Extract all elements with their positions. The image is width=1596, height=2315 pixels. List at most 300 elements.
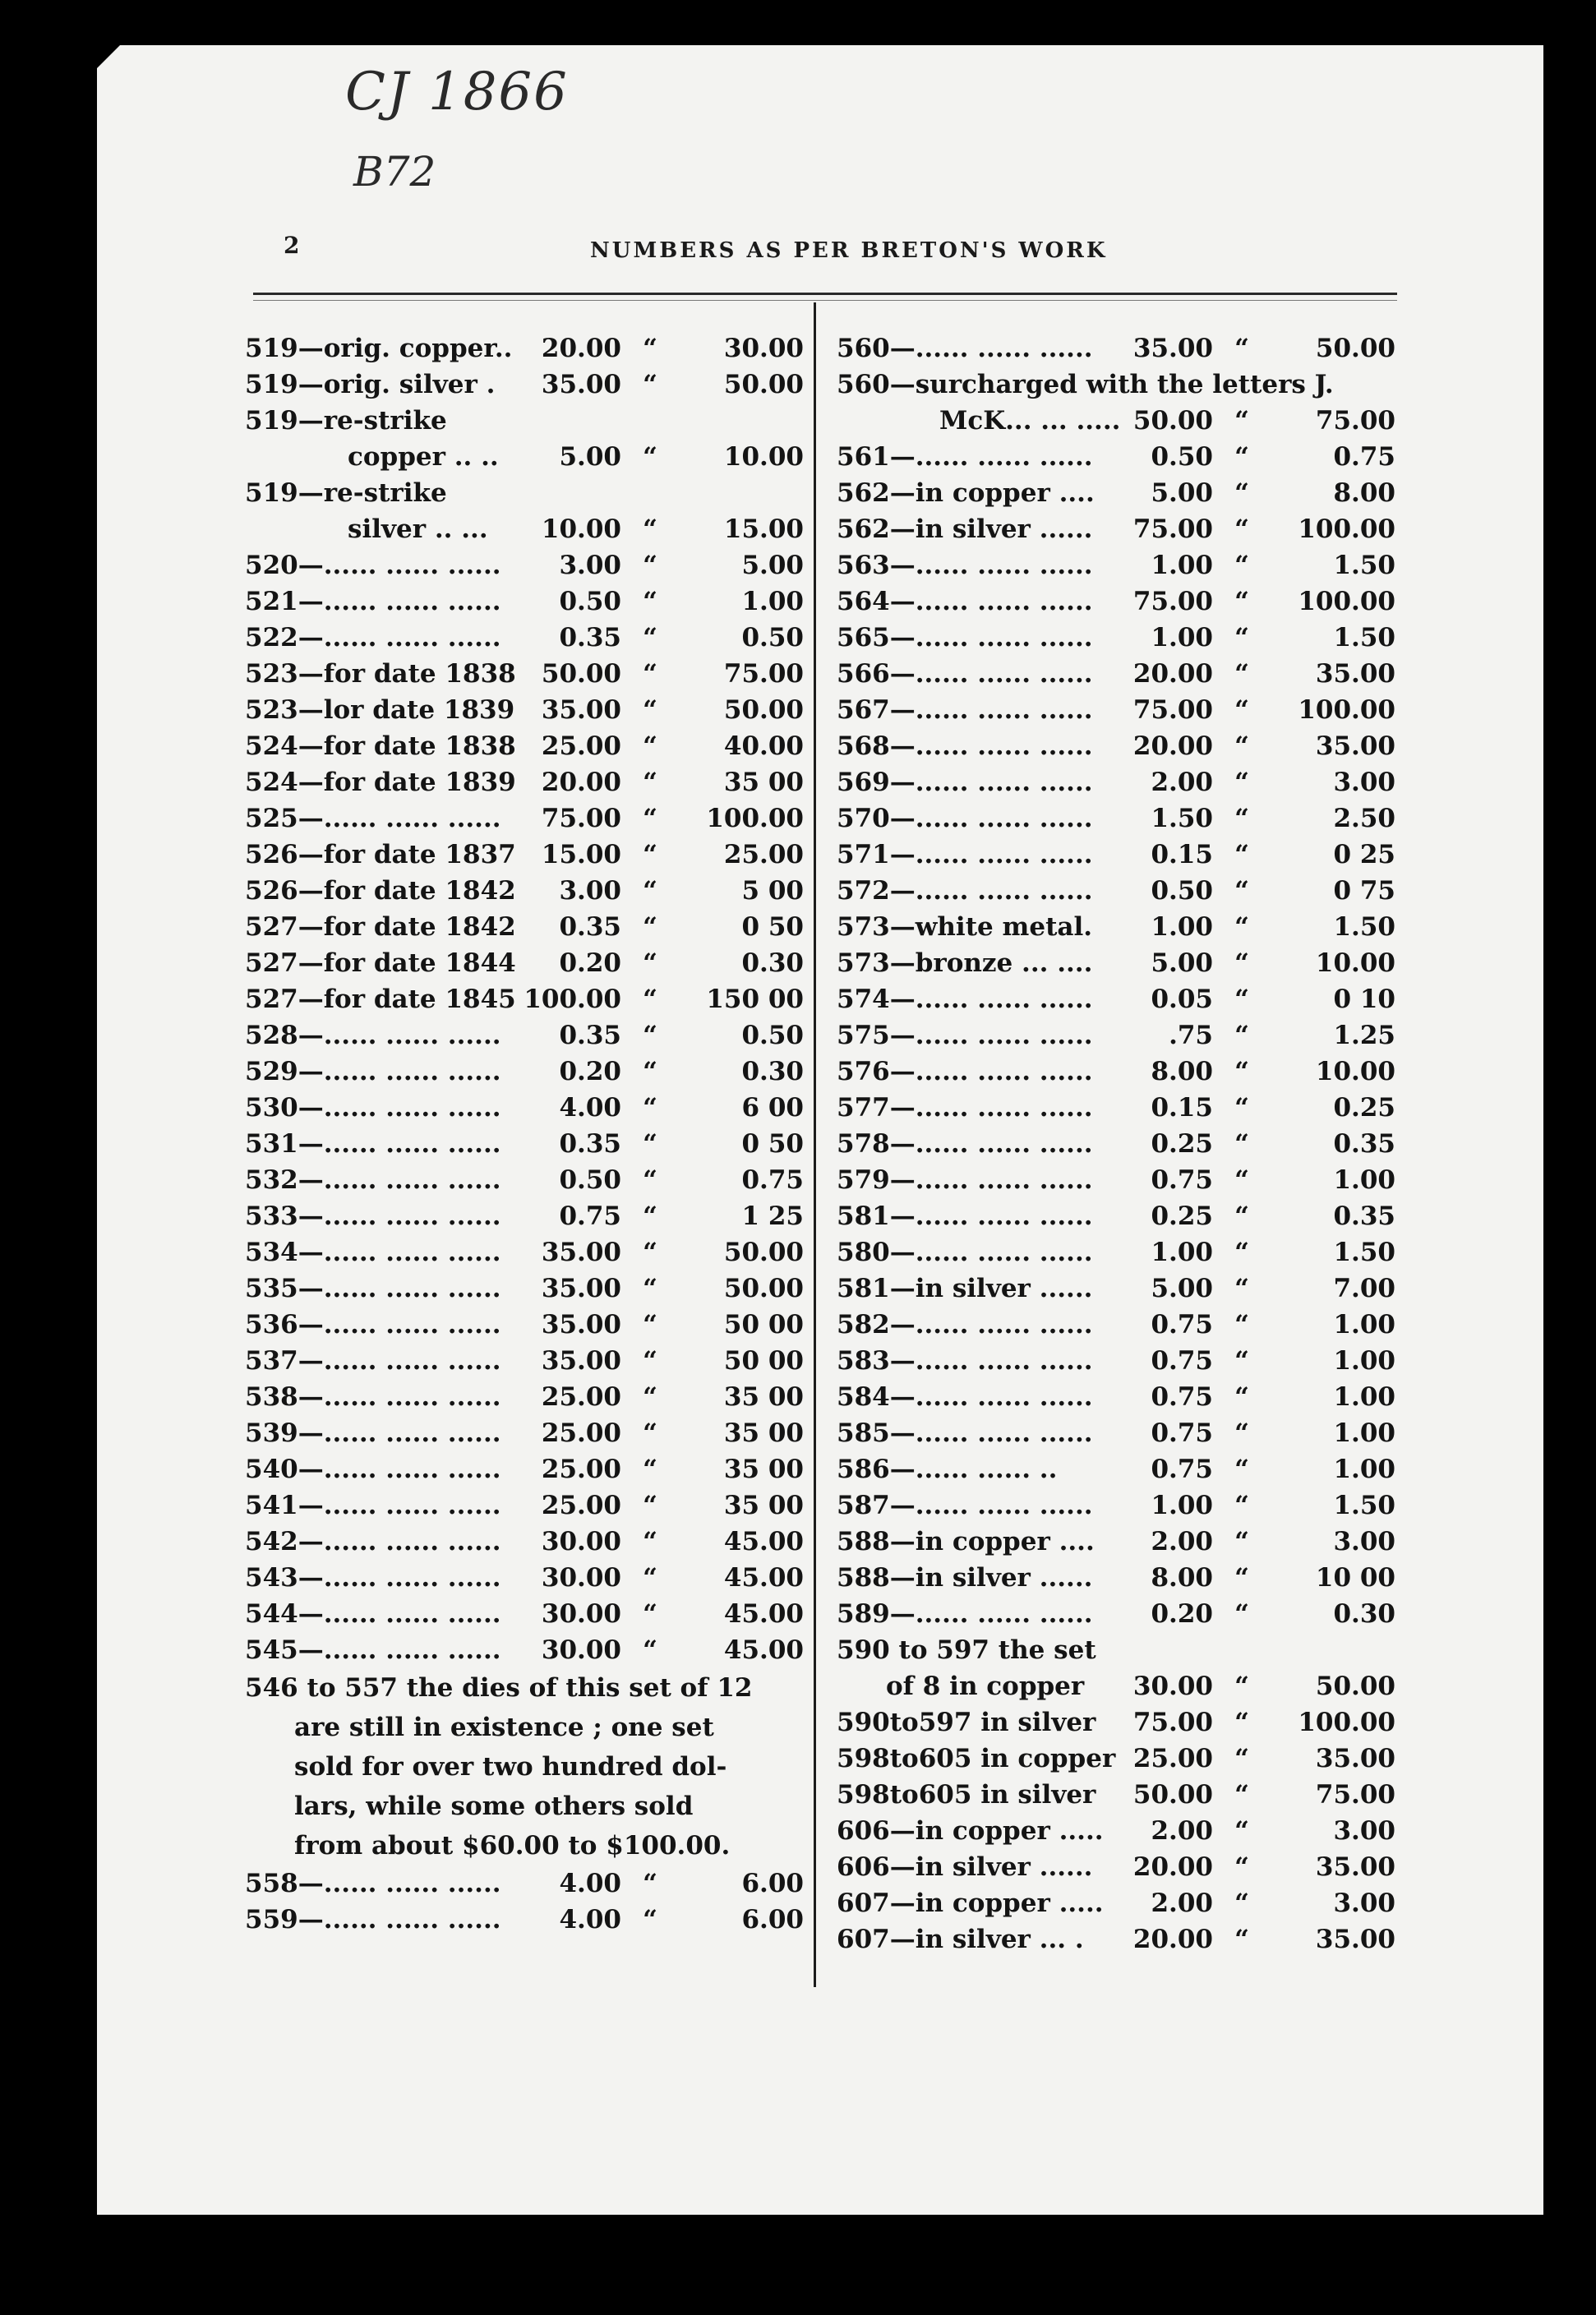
entry-label: 519—re-strike — [245, 406, 447, 436]
price-row — [245, 800, 812, 837]
low-price: 0.50 — [559, 587, 621, 616]
price-row — [245, 1632, 812, 1668]
low-price: 75.00 — [1132, 587, 1213, 616]
ditto-mark: “ — [643, 804, 657, 833]
ditto-mark: “ — [1234, 1021, 1249, 1050]
entry-label: 580—...... ...... ...... — [837, 1238, 1093, 1267]
low-price: 5.00 — [559, 442, 621, 472]
entry-label: 577—...... ...... ...... — [837, 1093, 1093, 1123]
low-price: 0.20 — [559, 1057, 621, 1086]
high-price: 1 25 — [741, 1201, 804, 1231]
price-row — [245, 439, 812, 475]
ditto-mark: “ — [1234, 1527, 1249, 1556]
high-price: 1.50 — [1333, 551, 1395, 580]
low-price: 2.00 — [1151, 1816, 1213, 1846]
entry-label: of 8 in copper — [886, 1672, 1085, 1701]
low-price: 0.75 — [1151, 1382, 1213, 1412]
ditto-mark: “ — [1234, 1165, 1249, 1195]
ditto-mark: “ — [1234, 1925, 1249, 1954]
high-price: 35 00 — [723, 1418, 804, 1448]
price-row — [837, 1090, 1404, 1126]
entry-label: 531—...... ...... ...... — [245, 1129, 501, 1159]
price-row — [837, 403, 1404, 439]
low-price: 0.15 — [1151, 840, 1213, 869]
ditto-mark: “ — [643, 1563, 657, 1593]
high-price: 0 50 — [741, 912, 804, 942]
low-price: 0.35 — [559, 1021, 621, 1050]
low-price: 35.00 — [1132, 334, 1213, 363]
ditto-mark: “ — [643, 1635, 657, 1665]
entry-label: 540—...... ...... ...... — [245, 1455, 501, 1484]
ditto-mark: “ — [643, 695, 657, 725]
low-price: 5.00 — [1151, 1274, 1213, 1303]
price-row — [245, 1054, 812, 1090]
ditto-mark: “ — [1234, 1780, 1249, 1810]
high-price: 1.00 — [1333, 1310, 1395, 1340]
ditto-mark: “ — [1234, 1563, 1249, 1593]
ditto-mark: “ — [1234, 514, 1249, 544]
ditto-mark: “ — [1234, 1057, 1249, 1086]
ditto-mark: “ — [643, 1491, 657, 1520]
entry-label: 576—...... ...... ...... — [837, 1057, 1093, 1086]
low-price: 25.00 — [541, 1455, 621, 1484]
entry-label: 606—in copper ..... — [837, 1816, 1104, 1846]
low-price: 20.00 — [1132, 731, 1213, 761]
running-head: NUMBERS AS PER BRETON'S WORK — [590, 238, 1108, 263]
entry-label: 560—...... ...... ...... — [837, 334, 1093, 363]
entry-label: 525—...... ...... ...... — [245, 804, 501, 833]
high-price: 5 00 — [741, 876, 804, 906]
entry-label: 520—...... ...... ...... — [245, 551, 501, 580]
low-price: 1.00 — [1151, 551, 1213, 580]
entry-label: 532—...... ...... ...... — [245, 1165, 501, 1195]
price-row — [837, 1270, 1404, 1307]
entry-label: 562—in silver ...... — [837, 514, 1093, 544]
page-corner-fold — [97, 45, 120, 68]
entry-label: copper .. .. — [348, 442, 499, 472]
ditto-mark: “ — [1234, 1455, 1249, 1484]
low-price: 0.05 — [1151, 985, 1213, 1014]
note-line: are still in existence ; one set — [294, 1713, 714, 1742]
price-row — [245, 1307, 812, 1343]
ditto-mark: “ — [643, 1455, 657, 1484]
low-price: 4.00 — [559, 1093, 621, 1123]
high-price: 50.00 — [723, 370, 804, 399]
low-price: 20.00 — [1132, 1925, 1213, 1954]
entry-label: 598to605 in copper — [837, 1744, 1116, 1773]
ditto-mark: “ — [1234, 1418, 1249, 1448]
price-row — [245, 764, 812, 800]
price-row — [245, 873, 812, 909]
high-price: 6.00 — [741, 1869, 804, 1898]
low-price: 0.15 — [1151, 1093, 1213, 1123]
price-row — [245, 1126, 812, 1162]
ditto-mark: “ — [1234, 1238, 1249, 1267]
low-price: 0.35 — [559, 623, 621, 653]
high-price: 35 00 — [723, 768, 804, 797]
entry-label: 563—...... ...... ...... — [837, 551, 1093, 580]
price-row — [245, 1902, 812, 1938]
low-price: 20.00 — [1132, 1852, 1213, 1882]
high-price: 35 00 — [723, 1455, 804, 1484]
price-row — [837, 439, 1404, 475]
high-price: 30.00 — [723, 334, 804, 363]
low-price: 75.00 — [1132, 514, 1213, 544]
high-price: 1.50 — [1333, 912, 1395, 942]
price-row — [245, 403, 812, 439]
high-price: 0.75 — [741, 1165, 804, 1195]
entry-label: 574—...... ...... ...... — [837, 985, 1093, 1014]
ditto-mark: “ — [1234, 1491, 1249, 1520]
entry-label: 587—...... ...... ...... — [837, 1491, 1093, 1520]
price-row — [245, 1865, 812, 1902]
note-line: 546 to 557 the dies of this set of 12 — [245, 1673, 753, 1703]
entry-label: 569—...... ...... ...... — [837, 768, 1093, 797]
entry-label: 535—...... ...... ...... — [245, 1274, 501, 1303]
price-row — [837, 1054, 1404, 1090]
price-row — [837, 692, 1404, 728]
entry-label: 590to597 in silver — [837, 1708, 1096, 1737]
ditto-mark: “ — [643, 1527, 657, 1556]
ditto-mark: “ — [1234, 442, 1249, 472]
low-price: 35.00 — [541, 1346, 621, 1376]
entry-label: 589—...... ...... ...... — [837, 1599, 1093, 1629]
high-price: 45.00 — [723, 1563, 804, 1593]
price-row — [837, 1921, 1404, 1958]
low-price: 1.50 — [1151, 804, 1213, 833]
low-price: 0.50 — [1151, 876, 1213, 906]
low-price: 25.00 — [541, 1418, 621, 1448]
price-row — [245, 656, 812, 692]
ditto-mark: “ — [643, 1905, 657, 1935]
price-row — [837, 475, 1404, 511]
price-row — [245, 1415, 812, 1451]
entry-label: 598to605 in silver — [837, 1780, 1096, 1810]
ditto-mark: “ — [1234, 478, 1249, 508]
high-price: 50.00 — [1315, 334, 1395, 363]
entry-label: 579—...... ...... ...... — [837, 1165, 1093, 1195]
entry-label: 521—...... ...... ...... — [245, 587, 501, 616]
ditto-mark: “ — [1234, 948, 1249, 978]
low-price: 30.00 — [541, 1527, 621, 1556]
high-price: 0.50 — [741, 623, 804, 653]
low-price: 8.00 — [1151, 1563, 1213, 1593]
entry-heading: 560—surcharged with the letters J. — [837, 370, 1334, 399]
low-price: 50.00 — [1132, 1780, 1213, 1810]
high-price: 1.00 — [741, 587, 804, 616]
entry-label: 542—...... ...... ...... — [245, 1527, 501, 1556]
ditto-mark: “ — [643, 1310, 657, 1340]
low-price: 75.00 — [1132, 1708, 1213, 1737]
dies-note — [245, 1668, 812, 1865]
entry-label: 565—...... ...... ...... — [837, 623, 1093, 653]
high-price: 7.00 — [1333, 1274, 1395, 1303]
ditto-mark: “ — [643, 1201, 657, 1231]
entry-label: 566—...... ...... ...... — [837, 659, 1093, 689]
low-price: 0.75 — [559, 1201, 621, 1231]
high-price: 75.00 — [1315, 1780, 1395, 1810]
price-row — [837, 837, 1404, 873]
high-price: 25.00 — [723, 840, 804, 869]
ditto-mark: “ — [1234, 659, 1249, 689]
low-price: 30.00 — [541, 1563, 621, 1593]
price-row — [837, 1126, 1404, 1162]
high-price: 50.00 — [723, 1238, 804, 1267]
entry-label: 537—...... ...... ...... — [245, 1346, 501, 1376]
price-row — [837, 1343, 1404, 1379]
price-row — [837, 1307, 1404, 1343]
low-price: 50.00 — [1132, 406, 1213, 436]
low-price: 3.00 — [559, 876, 621, 906]
ditto-mark: “ — [1234, 804, 1249, 833]
high-price: 150 00 — [706, 985, 804, 1014]
high-price: 35 00 — [723, 1382, 804, 1412]
entry-label: 567—...... ...... ...... — [837, 695, 1093, 725]
handwritten-shelf-mark: B72 — [353, 148, 436, 196]
low-price: 1.00 — [1151, 912, 1213, 942]
ditto-mark: “ — [1234, 1382, 1249, 1412]
high-price: 0 75 — [1333, 876, 1395, 906]
entry-label: 541—...... ...... ...... — [245, 1491, 501, 1520]
entry-label: 538—...... ...... ...... — [245, 1382, 501, 1412]
high-price: 100.00 — [1298, 1708, 1395, 1737]
entry-label: 583—...... ...... ...... — [837, 1346, 1093, 1376]
high-price: 5.00 — [741, 551, 804, 580]
price-row — [245, 692, 812, 728]
entry-label: 585—...... ...... ...... — [837, 1418, 1093, 1448]
ditto-mark: “ — [643, 659, 657, 689]
price-row — [837, 1813, 1404, 1849]
right-price-list — [837, 330, 1404, 1958]
ditto-mark: “ — [643, 1599, 657, 1629]
high-price: 1.00 — [1333, 1418, 1395, 1448]
low-price: 30.00 — [541, 1635, 621, 1665]
price-row — [837, 620, 1404, 656]
ditto-mark: “ — [643, 623, 657, 653]
high-price: 35 00 — [723, 1491, 804, 1520]
high-price: 1.00 — [1333, 1455, 1395, 1484]
price-row — [245, 1090, 812, 1126]
note-line: lars, while some others sold — [294, 1792, 694, 1821]
ditto-mark: “ — [643, 551, 657, 580]
high-price: 50.00 — [1315, 1672, 1395, 1701]
entry-label: 586—...... ...... .. — [837, 1455, 1058, 1484]
high-price: 15.00 — [723, 514, 804, 544]
entry-label: 570—...... ...... ...... — [837, 804, 1093, 833]
price-row — [245, 511, 812, 547]
price-row — [837, 1162, 1404, 1198]
ditto-mark: “ — [1234, 1310, 1249, 1340]
entry-label: 524—for date 1838 — [245, 731, 516, 761]
low-price: 0.20 — [559, 948, 621, 978]
price-row — [245, 330, 812, 367]
low-price: 20.00 — [541, 768, 621, 797]
ditto-mark: “ — [643, 1021, 657, 1050]
entry-label: 524—for date 1839 — [245, 768, 516, 797]
low-price: 75.00 — [541, 804, 621, 833]
price-row — [245, 1487, 812, 1524]
low-price: 4.00 — [559, 1905, 621, 1935]
price-row — [837, 1451, 1404, 1487]
high-price: 6.00 — [741, 1905, 804, 1935]
price-row — [837, 981, 1404, 1017]
price-row — [837, 547, 1404, 583]
entry-label: 562—in copper .... — [837, 478, 1095, 508]
low-price: 20.00 — [541, 334, 621, 363]
low-price: 25.00 — [541, 1382, 621, 1412]
ditto-mark: “ — [1234, 1346, 1249, 1376]
entry-label: 536—...... ...... ...... — [245, 1310, 501, 1340]
high-price: 45.00 — [723, 1527, 804, 1556]
entry-label: 559—...... ...... ...... — [245, 1905, 501, 1935]
ditto-mark: “ — [1234, 406, 1249, 436]
low-price: 1.00 — [1151, 1491, 1213, 1520]
entry-label: 607—in silver ... . — [837, 1925, 1084, 1954]
high-price: 0.25 — [1333, 1093, 1395, 1123]
ditto-mark: “ — [643, 1057, 657, 1086]
low-price: 1.00 — [1151, 1238, 1213, 1267]
entry-label: 526—for date 1842 — [245, 876, 516, 906]
entry-label: 582—...... ...... ...... — [837, 1310, 1093, 1340]
high-price: 45.00 — [723, 1635, 804, 1665]
left-price-list — [245, 330, 812, 1668]
ditto-mark: “ — [643, 1418, 657, 1448]
price-row — [837, 1741, 1404, 1777]
low-price: 35.00 — [541, 370, 621, 399]
price-row — [837, 728, 1404, 764]
header-rule-thin — [253, 300, 1397, 301]
entry-label: 523—for date 1838 — [245, 659, 516, 689]
low-price: 5.00 — [1151, 948, 1213, 978]
ditto-mark: “ — [643, 1382, 657, 1412]
entry-heading: 590 to 597 the set — [837, 1635, 1096, 1665]
high-price: 35.00 — [1315, 1744, 1395, 1773]
high-price: 50 00 — [723, 1346, 804, 1376]
price-row — [245, 620, 812, 656]
ditto-mark: “ — [1234, 1672, 1249, 1701]
ditto-mark: “ — [1234, 876, 1249, 906]
entry-label: 607—in copper ..... — [837, 1888, 1104, 1918]
price-row — [837, 583, 1404, 620]
left-price-list-bottom — [245, 1865, 812, 1938]
low-price: 75.00 — [1132, 695, 1213, 725]
ditto-mark: “ — [643, 1129, 657, 1159]
high-price: 1.00 — [1333, 1346, 1395, 1376]
high-price: 3.00 — [1333, 1527, 1395, 1556]
low-price: 20.00 — [1132, 659, 1213, 689]
low-price: 3.00 — [559, 551, 621, 580]
entry-label: 584—...... ...... ...... — [837, 1382, 1093, 1412]
ditto-mark: “ — [1234, 1816, 1249, 1846]
low-price: 25.00 — [541, 731, 621, 761]
entry-label: 530—...... ...... ...... — [245, 1093, 501, 1123]
high-price: 50.00 — [723, 1274, 804, 1303]
high-price: 100.00 — [1298, 695, 1395, 725]
high-price: 0.30 — [741, 948, 804, 978]
price-row — [837, 873, 1404, 909]
price-row — [837, 656, 1404, 692]
high-price: 100.00 — [706, 804, 804, 833]
price-row — [837, 764, 1404, 800]
high-price: 0 25 — [1333, 840, 1395, 869]
price-row — [245, 981, 812, 1017]
entry-label: 529—...... ...... ...... — [245, 1057, 501, 1086]
price-row — [837, 1234, 1404, 1270]
price-row — [245, 909, 812, 945]
ditto-mark: “ — [1234, 1744, 1249, 1773]
ditto-mark: “ — [643, 912, 657, 942]
price-row — [245, 945, 812, 981]
ditto-mark: “ — [643, 840, 657, 869]
price-row — [245, 583, 812, 620]
high-price: 10.00 — [1315, 1057, 1395, 1086]
high-price: 1.00 — [1333, 1382, 1395, 1412]
entry-label: 581—...... ...... ...... — [837, 1201, 1093, 1231]
low-price: 30.00 — [1132, 1672, 1213, 1701]
ditto-mark: “ — [643, 1093, 657, 1123]
low-price: 0.25 — [1151, 1201, 1213, 1231]
ditto-mark: “ — [643, 1238, 657, 1267]
price-row — [837, 1849, 1404, 1885]
ditto-mark: “ — [643, 370, 657, 399]
low-price: 0.75 — [1151, 1455, 1213, 1484]
header-rule — [253, 293, 1397, 295]
high-price: 45.00 — [723, 1599, 804, 1629]
low-price: 0.20 — [1151, 1599, 1213, 1629]
low-price: .75 — [1169, 1021, 1213, 1050]
price-row — [245, 1560, 812, 1596]
entry-label: silver .. ... — [348, 514, 488, 544]
price-row — [245, 475, 812, 511]
high-price: 100.00 — [1298, 587, 1395, 616]
ditto-mark: “ — [643, 1869, 657, 1898]
low-price: 35.00 — [541, 1238, 621, 1267]
price-row — [245, 547, 812, 583]
price-row — [837, 1524, 1404, 1560]
entry-label: 519—orig. silver . — [245, 370, 496, 399]
price-row — [245, 1017, 812, 1054]
entry-label: 533—...... ...... ...... — [245, 1201, 501, 1231]
low-price: 35.00 — [541, 1310, 621, 1340]
ditto-mark: “ — [643, 768, 657, 797]
left-price-column — [245, 330, 812, 1938]
high-price: 3.00 — [1333, 768, 1395, 797]
high-price: 35.00 — [1315, 659, 1395, 689]
low-price: 25.00 — [541, 1491, 621, 1520]
ditto-mark: “ — [643, 514, 657, 544]
entry-label: 527—for date 1845 — [245, 985, 516, 1014]
entry-label: 575—...... ...... ...... — [837, 1021, 1093, 1050]
low-price: 5.00 — [1151, 478, 1213, 508]
low-price: 10.00 — [541, 514, 621, 544]
note-line: from about $60.00 to $100.00. — [294, 1831, 731, 1861]
high-price: 0.30 — [741, 1057, 804, 1086]
entry-label: 519—re-strike — [245, 478, 447, 508]
low-price: 35.00 — [541, 695, 621, 725]
high-price: 40.00 — [723, 731, 804, 761]
price-row — [837, 367, 1404, 403]
high-price: 50.00 — [723, 695, 804, 725]
ditto-mark: “ — [643, 731, 657, 761]
ditto-mark: “ — [1234, 1888, 1249, 1918]
low-price: 0.75 — [1151, 1346, 1213, 1376]
handwritten-catalog-number: CJ 1866 — [345, 62, 569, 122]
entry-label: 545—...... ...... ...... — [245, 1635, 501, 1665]
high-price: 0 50 — [741, 1129, 804, 1159]
entry-label: 572—...... ...... ...... — [837, 876, 1093, 906]
entry-label: 571—...... ...... ...... — [837, 840, 1093, 869]
ditto-mark: “ — [643, 1165, 657, 1195]
